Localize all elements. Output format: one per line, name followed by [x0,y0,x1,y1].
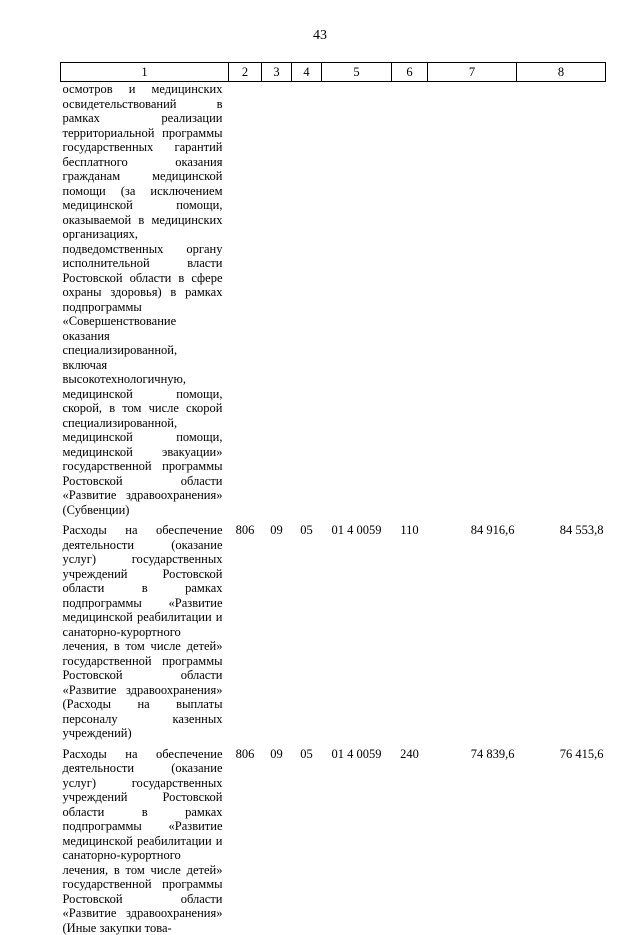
ministry-code [229,82,262,518]
subsection-code: 05 [292,517,322,741]
amount-year-2: 76 415,6 [517,741,606,935]
row-description: Расходы на обеспечение деятельности (оказание услуг) государственных учреждений Ростовской области в рамках подпрограммы «Развитие медицинской реабилитации и санаторно-курортного лечения, в том числе детей» государственной программы Ростовской области «Развитие здравоохранения» (Расходы на выплаты персоналу казенных учреждений) [61,517,229,741]
row-description: осмотров и медицинских освидетельствований в рамках реализации территориальной программы государственных гарантий бесплатного оказания гражданам медицинской помощи (за исключением медицинской помощи, оказываемой в медицинских организациях, подведомственных органу исполнительной власти Ростовской области в сфере охраны здоровья) в рамках подпрограммы «Совершенствование оказания специализированной, включая высокотехнологичную, медицинской помощи, скорой, в том числе скорой специализированной, медицинской помощи, медицинской эвакуации» государственной программы Ростовской области «Развитие здравоохранения» (Субвенции) [61,82,229,518]
expense-type-code [392,82,428,518]
ministry-code: 806 [229,741,262,935]
section-code [262,82,292,518]
table-row [61,517,606,741]
column-header: 8 [517,63,606,82]
column-header: 7 [428,63,517,82]
target-article-code: 01 4 0059 [322,741,392,935]
ministry-code: 806 [229,517,262,741]
column-header: 1 [61,63,229,82]
column-header: 2 [229,63,262,82]
subsection-code [292,82,322,518]
amount-year-2: 84 553,8 [517,517,606,741]
column-header: 3 [262,63,292,82]
table-header-row [61,63,606,82]
table-row [61,741,606,935]
target-article-code [322,82,392,518]
table-row [61,82,606,518]
row-description: Расходы на обеспечение деятельности (оказание услуг) государственных учреждений Ростовской области в рамках подпрограммы «Развитие медицинской реабилитации и санаторно-курортного лечения, в том числе детей» государственной программы Ростовской области «Развитие здравоохранения» (Иные закупки това- [61,741,229,935]
page-number: 43 [0,28,640,44]
amount-year-1: 74 839,6 [428,741,517,935]
target-article-code: 01 4 0059 [322,517,392,741]
expense-type-code: 240 [392,741,428,935]
amount-year-1: 84 916,6 [428,517,517,741]
column-header: 4 [292,63,322,82]
section-code: 09 [262,741,292,935]
section-code: 09 [262,517,292,741]
amount-year-2 [517,82,606,518]
subsection-code: 05 [292,741,322,935]
amount-year-1 [428,82,517,518]
column-header: 5 [322,63,392,82]
budget-table [60,62,606,935]
column-header: 6 [392,63,428,82]
expense-type-code: 110 [392,517,428,741]
